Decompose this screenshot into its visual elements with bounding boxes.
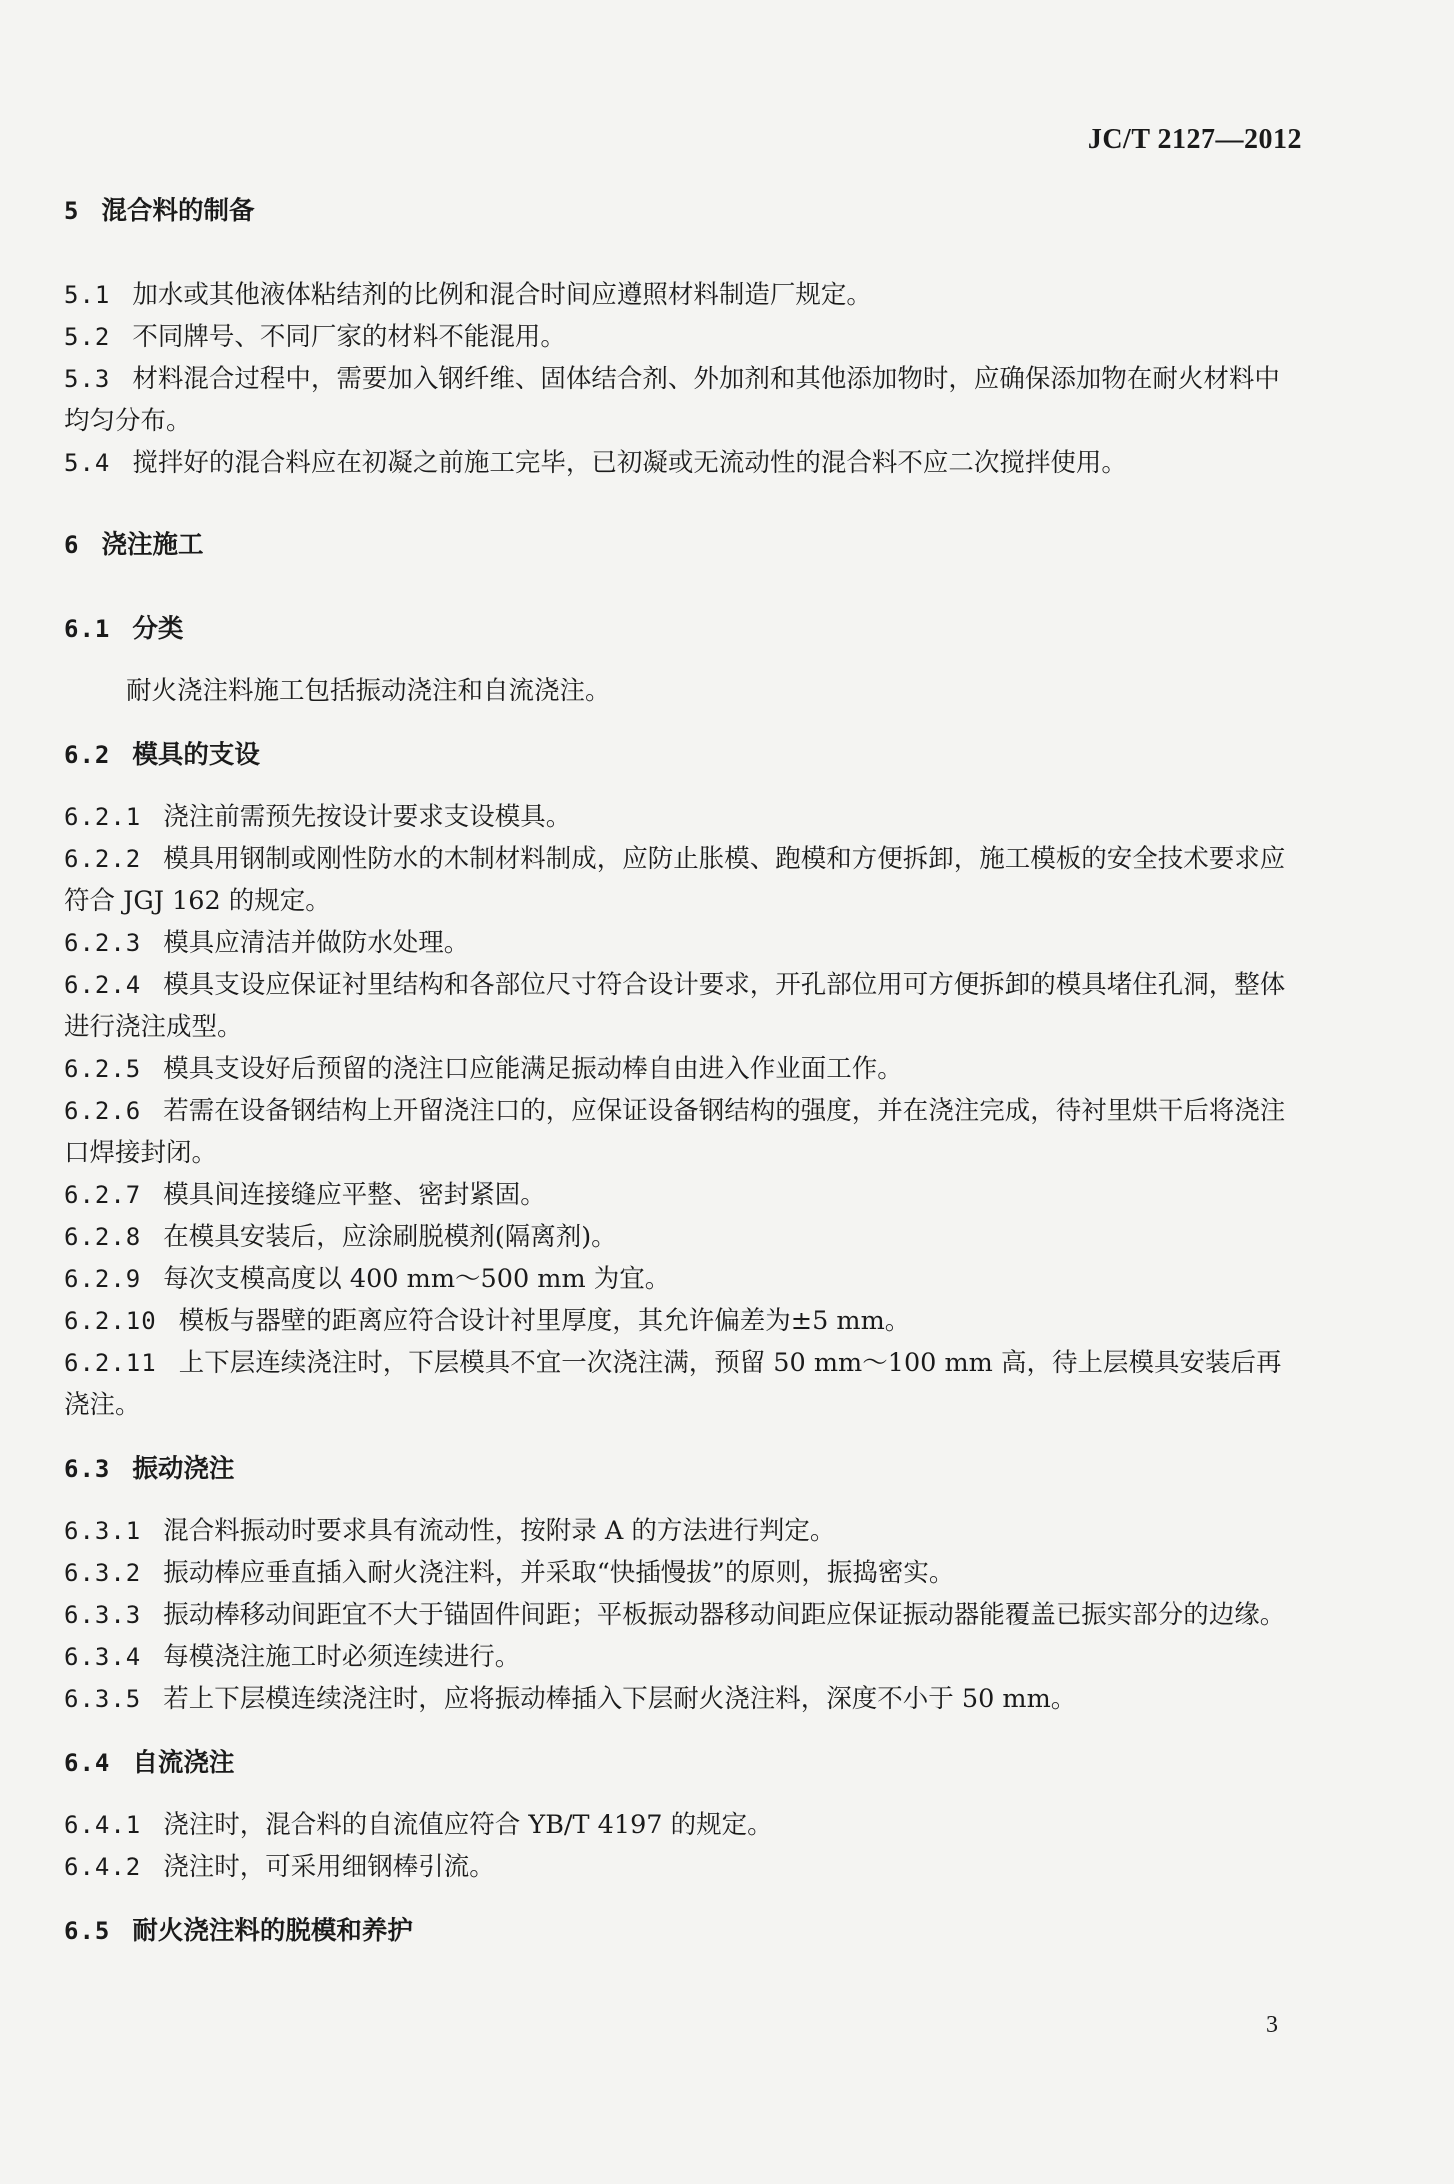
clause: 6.3.4 每模浇注施工时必须连续进行。 (64, 1642, 521, 1672)
standard-number: JC/T 2127—2012 (1087, 124, 1302, 155)
clause: 6.4.2 浇注时，可采用细钢棒引流。 (64, 1852, 495, 1882)
document-body (64, 190, 1302, 1972)
subsection-heading: 6.1 分类 (64, 614, 184, 644)
subsection-heading: 6.2 模具的支设 (64, 740, 260, 770)
clause: 6.3.5 若上下层模连续浇注时，应将振动棒插入下层耐火浇注料，深度不小于 50 mm。 (64, 1684, 1077, 1714)
page-number: 3 (1266, 2012, 1278, 2038)
clause: 6.2.1 浇注前需预先按设计要求支设模具。 (64, 802, 572, 832)
clause: 6.2.8 在模具安装后，应涂刷脱模剂(隔离剂)。 (64, 1222, 617, 1252)
paragraph: 耐火浇注料施工包括振动浇注和自流浇注。 (126, 676, 611, 706)
clause: 6.2.9 每次支模高度以 400 mm～500 mm 为宜。 (64, 1264, 671, 1294)
clause: 6.4.1 浇注时，混合料的自流值应符合 YB/T 4197 的规定。 (64, 1810, 773, 1840)
section-heading: 5 混合料的制备 (64, 196, 255, 226)
clause: 6.2.4 模具支设应保证衬里结构和各部位尺寸符合设计要求，开孔部位用可方便拆卸的模具堵住孔洞，整体进行浇注成型。 (64, 970, 1286, 1042)
clause: 6.2.11 上下层连续浇注时，下层模具不宜一次浇注满，预留 50 mm～100 mm 高，待上层模具安装后再浇注。 (64, 1348, 1282, 1420)
clause: 6.2.10 模板与器壁的距离应符合设计衬里厚度，其允许偏差为±5 mm。 (64, 1306, 911, 1336)
clause: 6.3.2 振动棒应垂直插入耐火浇注料，并采取“快插慢拔”的原则，振捣密实。 (64, 1558, 955, 1588)
clause: 5.3 材料混合过程中，需要加入钢纤维、固体结合剂、外加剂和其他添加物时，应确保添加物在耐火材料中均匀分布。 (64, 364, 1280, 436)
clause: 6.2.7 模具间连接缝应平整、密封紧固。 (64, 1180, 546, 1210)
clause: 6.3.3 振动棒移动间距宜不大于锚固件间距；平板振动器移动间距应保证振动器能覆盖已振实部分的边缘。 (64, 1600, 1286, 1630)
clause: 6.3.1 混合料振动时要求具有流动性，按附录 A 的方法进行判定。 (64, 1516, 836, 1546)
subsection-heading: 6.3 振动浇注 (64, 1454, 235, 1484)
clause: 5.2 不同牌号、不同厂家的材料不能混用。 (64, 322, 566, 352)
subsection-heading: 6.5 耐火浇注料的脱模和养护 (64, 1916, 413, 1946)
subsection-heading: 6.4 自流浇注 (64, 1748, 235, 1778)
clause: 5.1 加水或其他液体粘结剂的比例和混合时间应遵照材料制造厂规定。 (64, 280, 872, 310)
clause: 6.2.2 模具用钢制或刚性防水的木制材料制成，应防止胀模、跑模和方便拆卸，施工模板的安全技术要求应符合 JGJ 162 的规定。 (64, 844, 1286, 916)
section-heading: 6 浇注施工 (64, 530, 204, 560)
clause: 6.2.3 模具应清洁并做防水处理。 (64, 928, 470, 958)
clause: 5.4 搅拌好的混合料应在初凝之前施工完毕，已初凝或无流动性的混合料不应二次搅拌使用。 (64, 448, 1127, 478)
clause: 6.2.6 若需在设备钢结构上开留浇注口的，应保证设备钢结构的强度，并在浇注完成，待衬里烘干后将浇注口焊接封闭。 (64, 1096, 1286, 1168)
clause: 6.2.5 模具支设好后预留的浇注口应能满足振动棒自由进入作业面工作。 (64, 1054, 903, 1084)
